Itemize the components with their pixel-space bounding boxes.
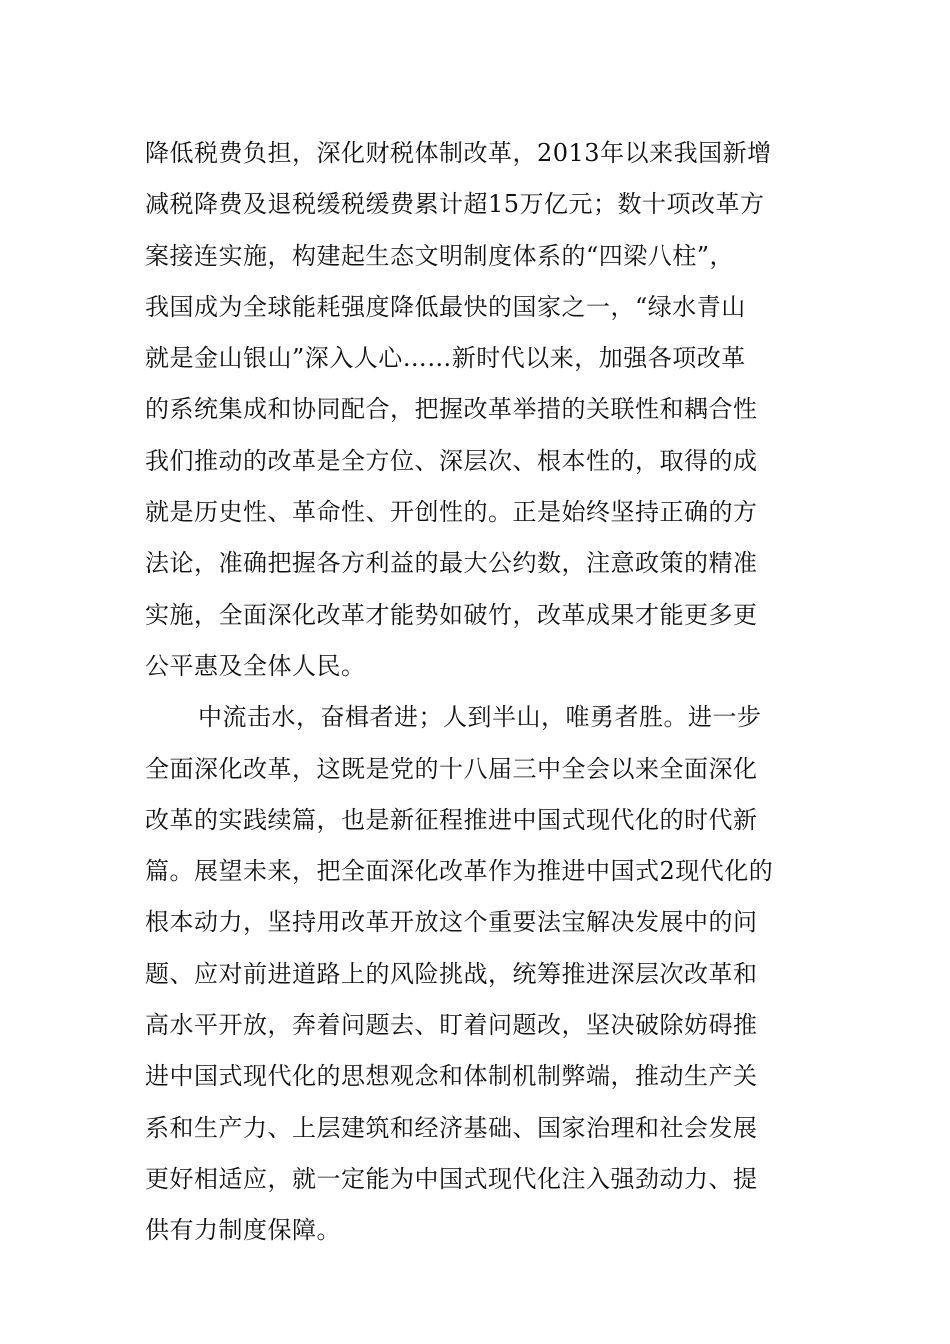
text-line: 公平惠及全体人民。 xyxy=(145,651,366,680)
body-text xyxy=(145,128,810,1257)
paragraph-start-line: 中流击水，奋楫者进；人到半山，唯勇者胜。进一步 xyxy=(198,703,762,732)
text-line: 就是金山银山”深入人心……新时代以来，加强各项改革 xyxy=(145,344,746,373)
text-line: 降低税费负担，深化财税体制改革，2013年以来我国新增 xyxy=(145,139,772,167)
text-line: 供有力制度保障。 xyxy=(145,1216,341,1245)
text-line: 进中国式现代化的思想观念和体制机制弊端，推动生产关 xyxy=(145,1062,758,1091)
text-line: 篇。展望未来，把全面深化改革作为推进中国式2现代化的 xyxy=(145,857,774,886)
text-line: 我国成为全球能耗强度降低最快的国家之一，“绿水青山 xyxy=(145,292,746,321)
text-line: 实施，全面深化改革才能势如破竹，改革成果才能更多更 xyxy=(145,600,758,629)
text-line: 更好相适应，就一定能为中国式现代化注入强劲动力、提 xyxy=(145,1164,758,1193)
text-line: 减税降费及退税缓税缓费累计超15万亿元；数十项改革方 xyxy=(145,190,765,219)
text-line: 我们推动的改革是全方位、深层次、根本性的，取得的成 xyxy=(145,446,758,475)
text-line: 的系统集成和协同配合，把握改革举措的关联性和耦合性 xyxy=(145,395,758,424)
text-line: 法论，准确把握各方利益的最大公约数，注意政策的精准 xyxy=(145,549,758,578)
text-line: 根本动力，坚持用改革开放这个重要法宝解决发展中的问 xyxy=(145,908,758,937)
text-line: 案接连实施，构建起生态文明制度体系的“四梁八柱”， xyxy=(145,241,735,270)
text-line: 改革的实践续篇，也是新征程推进中国式现代化的时代新 xyxy=(145,805,758,834)
text-line: 系和生产力、上层建筑和经济基础、国家治理和社会发展 xyxy=(145,1113,758,1142)
text-line: 就是历史性、革命性、开创性的。正是始终坚持正确的方 xyxy=(145,498,758,527)
text-line: 全面深化改革，这既是党的十八届三中全会以来全面深化 xyxy=(145,754,758,783)
text-line: 题、应对前进道路上的风险挑战，统筹推进深层次改革和 xyxy=(145,959,758,988)
text-line: 高水平开放，奔着问题去、盯着问题改，坚决破除妨碍推 xyxy=(145,1011,758,1040)
